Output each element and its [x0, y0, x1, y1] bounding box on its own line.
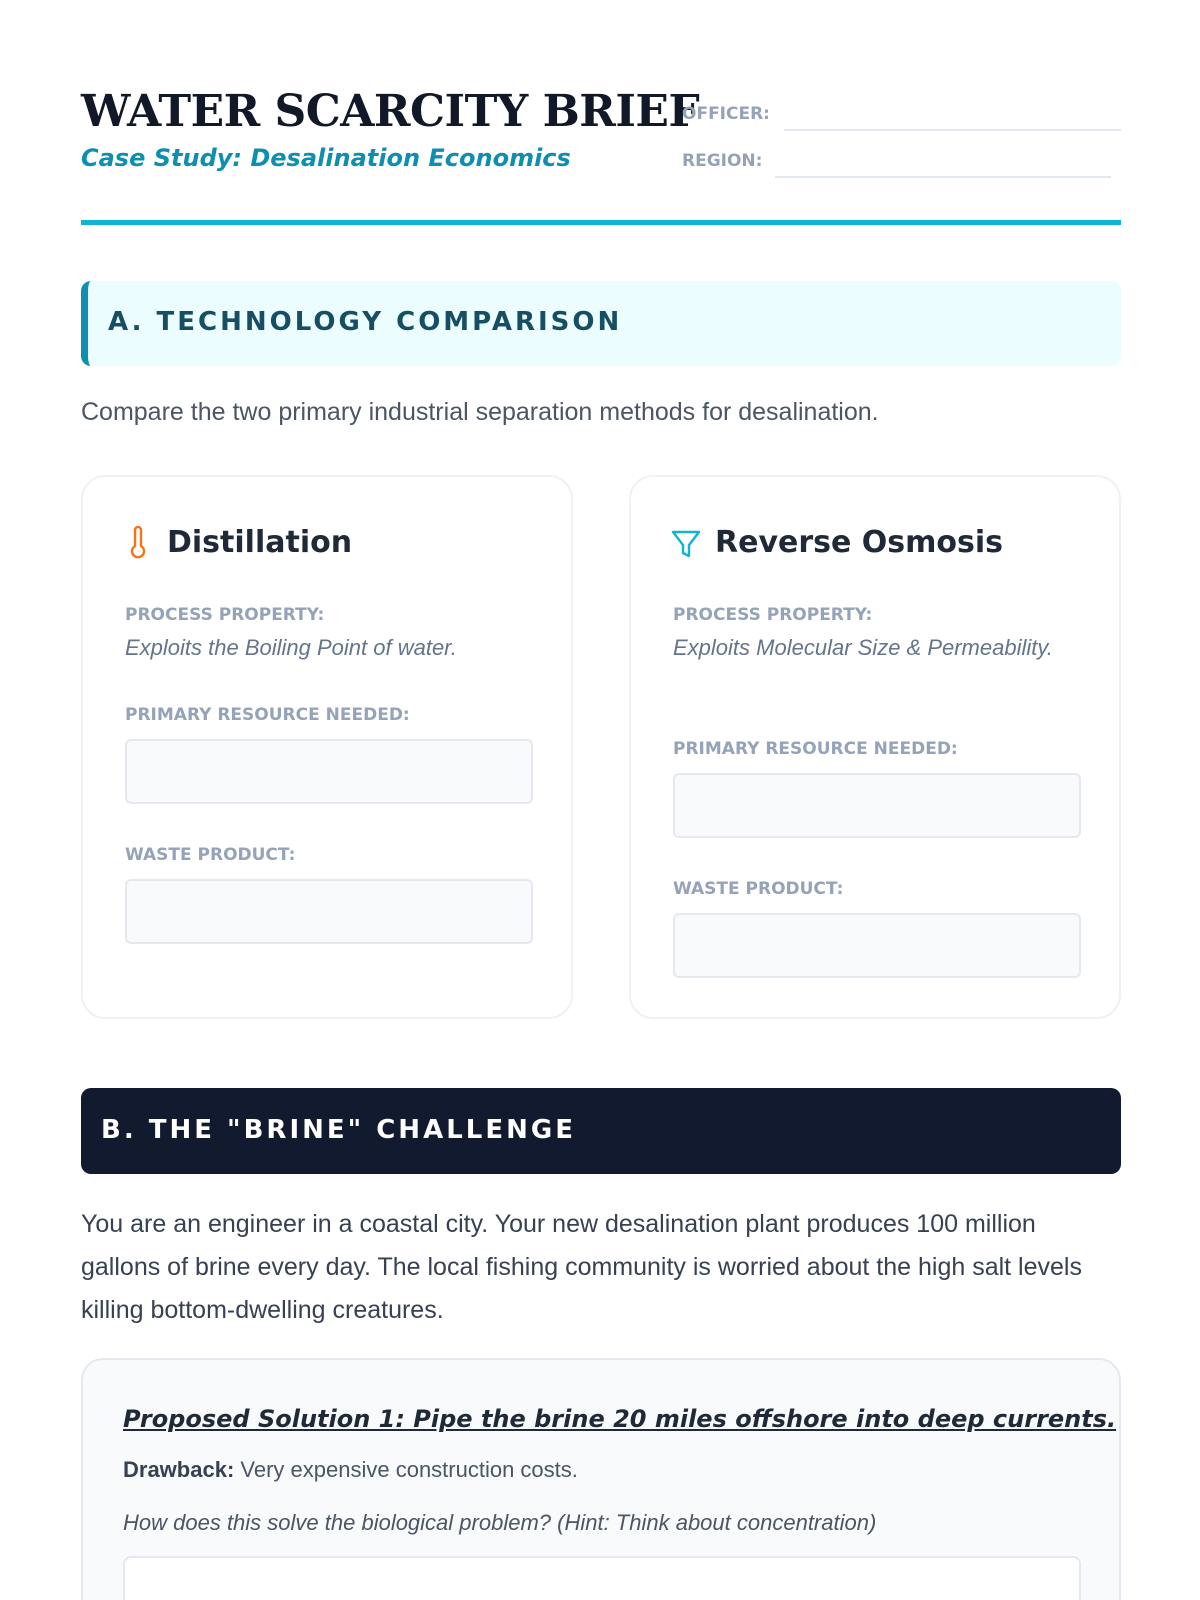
waste-product-label: WASTE PRODUCT: [673, 879, 844, 899]
drawback-value: Very expensive construction costs. [234, 1457, 578, 1482]
card-title: Reverse Osmosis [715, 525, 1004, 560]
worksheet-header [81, 80, 1121, 225]
solution-question: How does this solve the biological problem? (Hint: Think about concentration) [123, 1510, 877, 1535]
distillation-card [81, 475, 573, 1019]
proposed-solution-box [81, 1358, 1121, 1600]
primary-resource-input[interactable] [125, 739, 533, 804]
page-title: WATER SCARCITY BRIEF [81, 86, 700, 137]
section-a-intro: Compare the two primary industrial separation methods for desalination. [81, 398, 879, 426]
reverse-osmosis-card [629, 475, 1121, 1019]
process-property-text: Exploits the Boiling Point of water. [125, 635, 457, 660]
section-a-header [81, 281, 1121, 366]
region-field[interactable] [775, 176, 1111, 178]
solution-answer-input[interactable] [123, 1556, 1081, 1600]
section-b-title: B. THE "BRINE" CHALLENGE [101, 1115, 576, 1145]
waste-product-label: WASTE PRODUCT: [125, 845, 296, 865]
primary-resource-label: PRIMARY RESOURCE NEEDED: [673, 739, 958, 759]
card-header [671, 525, 1003, 560]
thermometer-icon [123, 526, 153, 560]
process-property-label: PROCESS PROPERTY: [125, 605, 325, 625]
scenario-text: You are an engineer in a coastal city. Your new desalination plant produces 100 million gallons of brine every day. The local fishing community is worried about the high salt levels killing bottom-dwelling creatures. [81, 1210, 1082, 1324]
process-property-label: PROCESS PROPERTY: [673, 605, 873, 625]
waste-product-input[interactable] [125, 879, 533, 944]
primary-resource-label: PRIMARY RESOURCE NEEDED: [125, 705, 410, 725]
process-property-text: Exploits Molecular Size & Permeability. [673, 635, 1053, 660]
officer-label: OFFICER: [682, 104, 770, 124]
primary-resource-input[interactable] [673, 773, 1081, 838]
officer-field[interactable] [784, 129, 1121, 131]
drawback-label: Drawback: [123, 1457, 235, 1482]
drawback-text [123, 1457, 578, 1483]
section-b-header [81, 1088, 1121, 1174]
page-subtitle: Case Study: Desalination Economics [81, 144, 571, 172]
card-title: Distillation [167, 525, 353, 560]
header-divider [81, 220, 1121, 225]
filter-icon [671, 526, 701, 560]
solution-title: Proposed Solution 1: Pipe the brine 20 miles offshore into deep currents. [123, 1405, 1117, 1433]
waste-product-input[interactable] [673, 913, 1081, 978]
card-header [123, 525, 352, 560]
section-a-title: A. TECHNOLOGY COMPARISON [108, 307, 623, 337]
region-label: REGION: [682, 151, 763, 171]
